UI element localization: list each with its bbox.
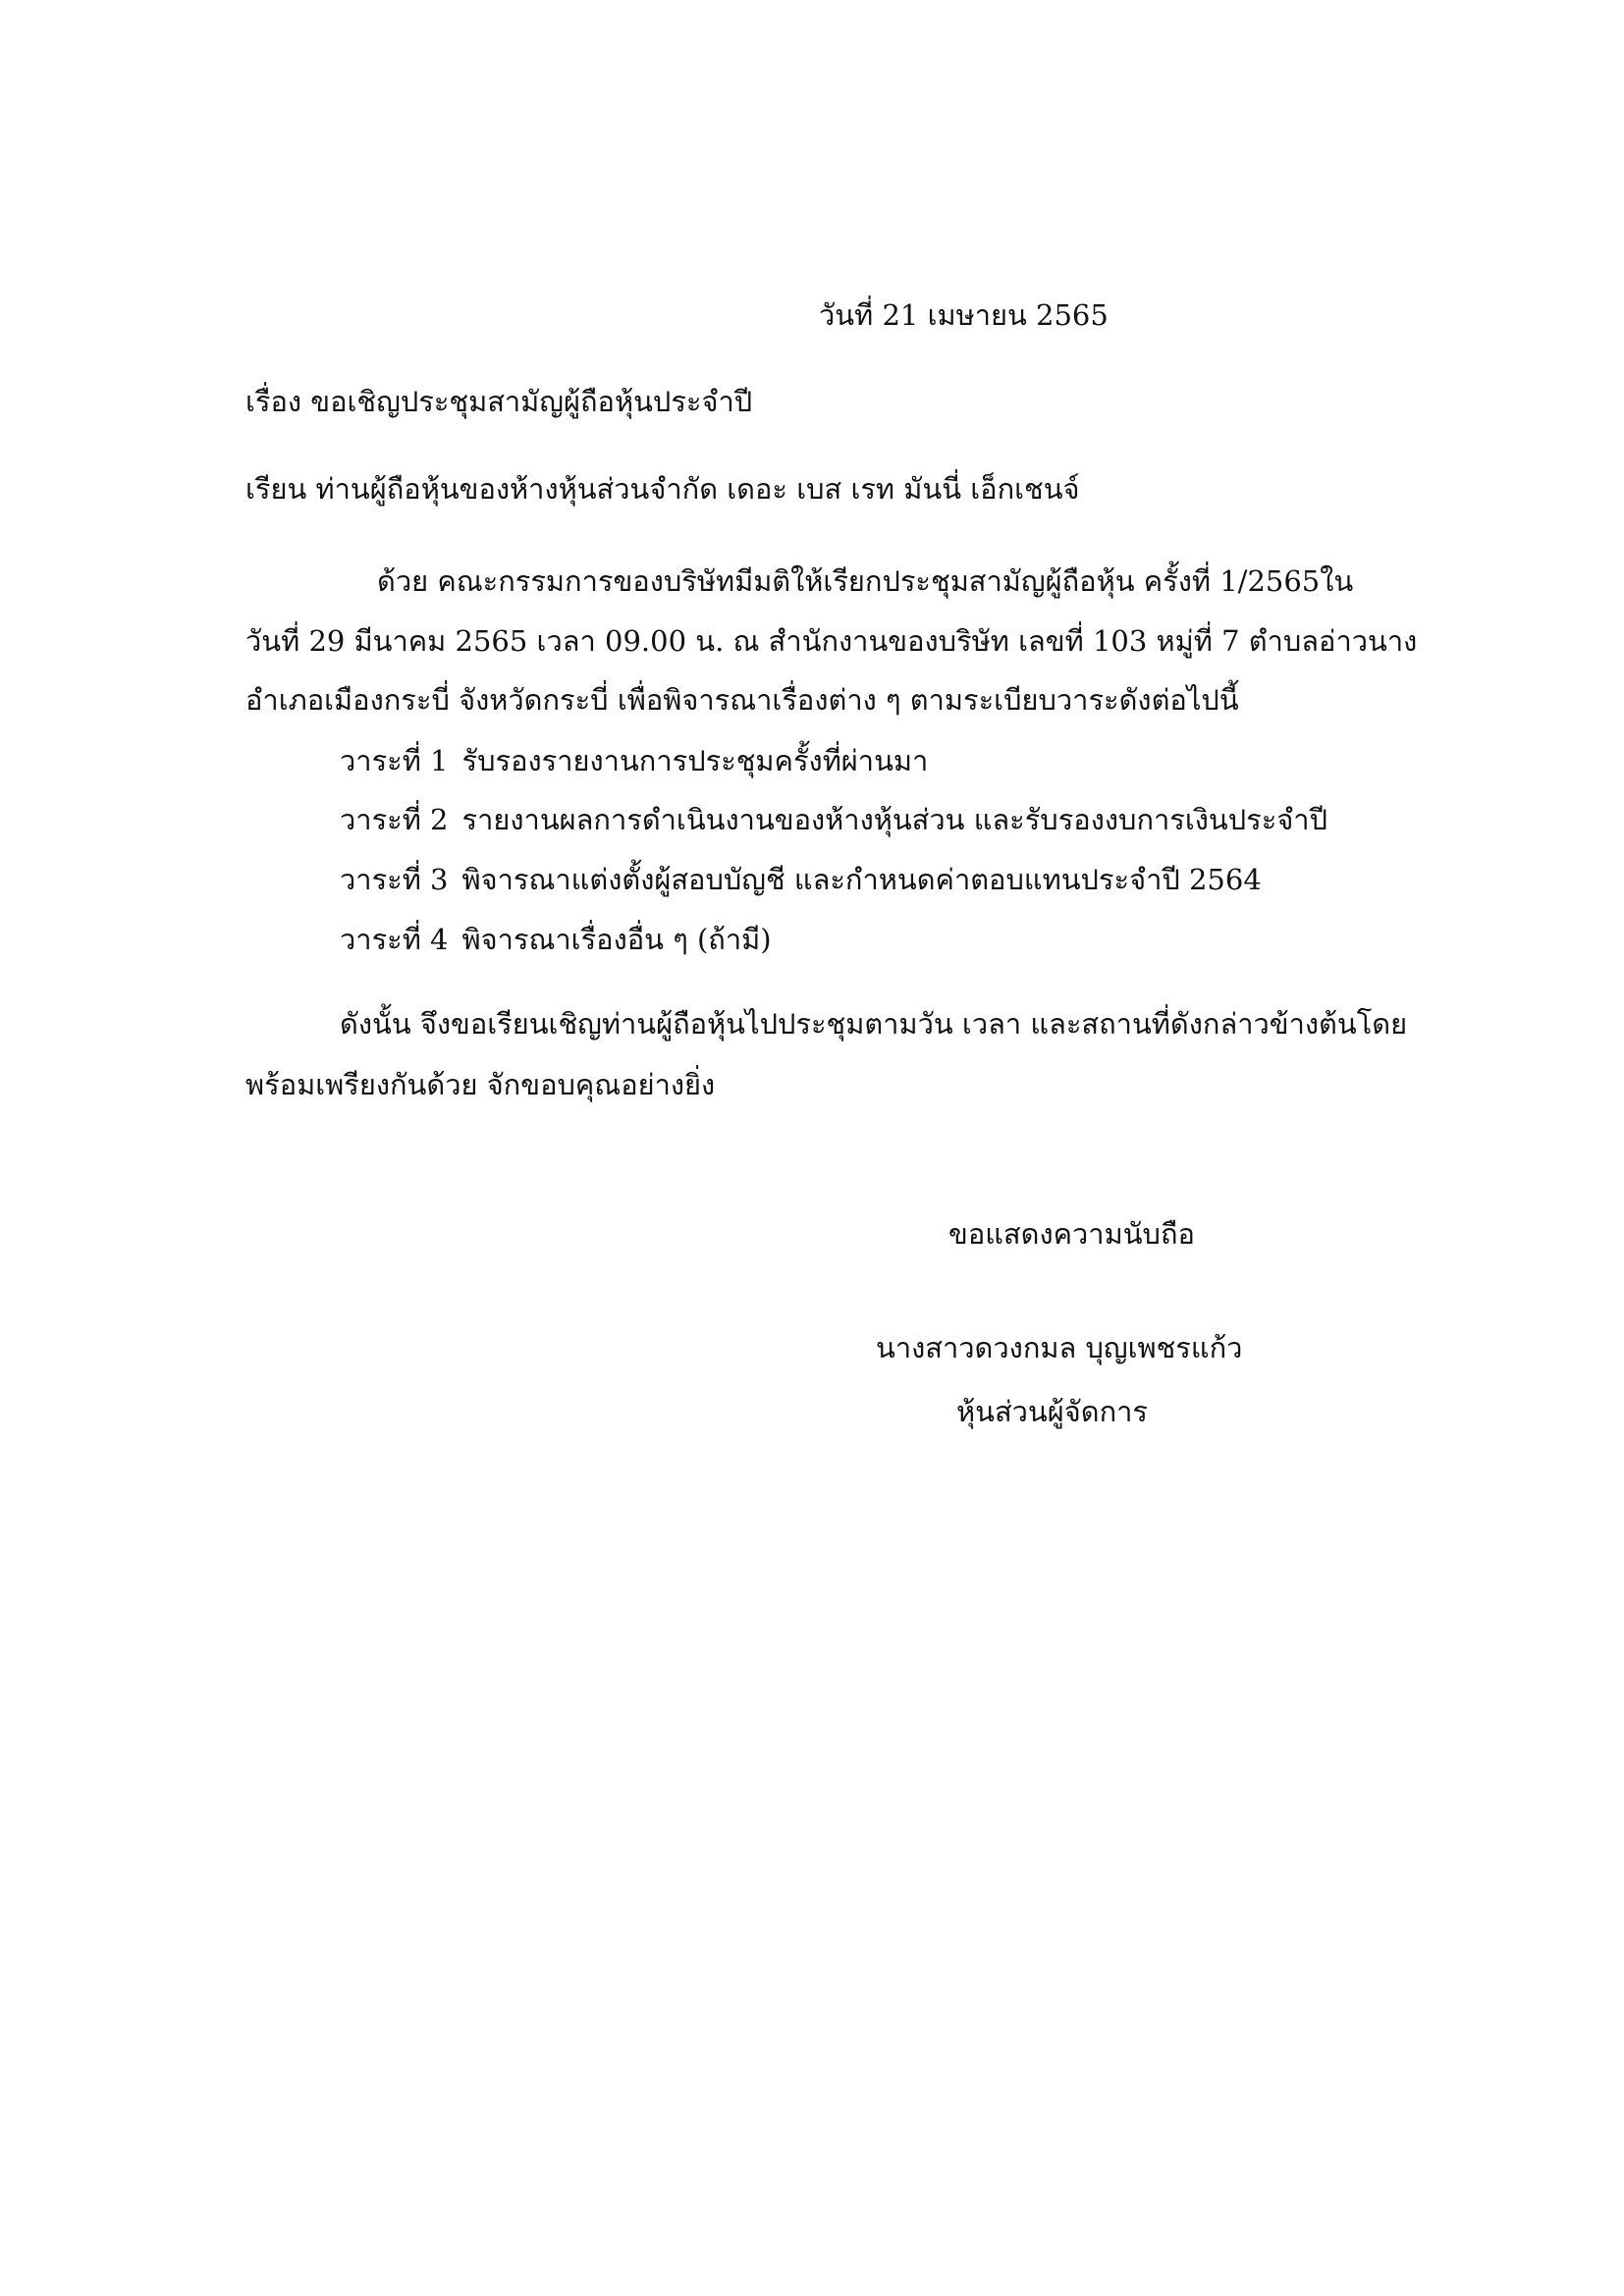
agenda-text: พิจารณาแต่งตั้งผู้สอบบัญชี และกำหนดค่าตอบแทนประจำปี 2564 (461, 863, 1262, 896)
agenda-number: วาระที่ 3 (340, 863, 449, 896)
closing-line: พร้อมเพรียงกันด้วย จักขอบคุณอย่างยิ่ง (245, 1068, 716, 1101)
signer-title: หุ้นส่วนผู้จัดการ (956, 1395, 1148, 1428)
letter-subject: เรื่อง ขอเชิญประชุมสามัญผู้ถือหุ้นประจำปี (245, 385, 753, 418)
body-line: ด้วย คณะกรรมการของบริษัทมีมติให้เรียกประชุมสามัญผู้ถือหุ้น ครั้งที่ 1/2565ใน (377, 564, 1354, 598)
complimentary-close: ขอแสดงความนับถือ (948, 1217, 1195, 1251)
agenda-item (340, 800, 1327, 839)
letter-date: วันที่ 21 เมษายน 2565 (819, 298, 1109, 332)
agenda-text: รับรองรายงานการประชุมครั้งที่ผ่านมา (461, 744, 929, 777)
agenda-item (340, 860, 1262, 899)
closing-line: ดังนั้น จึงขอเรียนเชิญท่านผู้ถือหุ้นไปประชุมตามวัน เวลา และสถานที่ดังกล่าวข้างต้นโดย (340, 1007, 1408, 1041)
signer-name: นางสาวดวงกมล บุญเพชรแก้ว (876, 1331, 1243, 1364)
body-line: วันที่ 29 มีนาคม 2565 เวลา 09.00 น. ณ สำนักงานของบริษัท เลขที่ 103 หมู่ที่ 7 ตำบลอ่าวนาง (245, 624, 1418, 658)
agenda-item (340, 920, 772, 959)
agenda-number: วาระที่ 1 (340, 744, 449, 777)
agenda-text: รายงานผลการดำเนินงานของห้างหุ้นส่วน และรับรองงบการเงินประจำปี (461, 803, 1327, 836)
letter-recipient: เรียน ท่านผู้ถือหุ้นของห้างหุ้นส่วนจำกัด เดอะ เบส เรท มันนี่ เอ็กเชนจ์ (245, 472, 1080, 506)
agenda-text: พิจารณาเรื่องอื่น ๆ (ถ้ามี) (461, 923, 772, 956)
agenda-number: วาระที่ 4 (340, 923, 449, 956)
agenda-item (340, 741, 928, 780)
body-line: อำเภอเมืองกระบี่ จังหวัดกระบี่ เพื่อพิจารณาเรื่องต่าง ๆ ตามระเบียบวาระดังต่อไปนี้ (245, 683, 1239, 717)
agenda-number: วาระที่ 2 (340, 803, 449, 836)
